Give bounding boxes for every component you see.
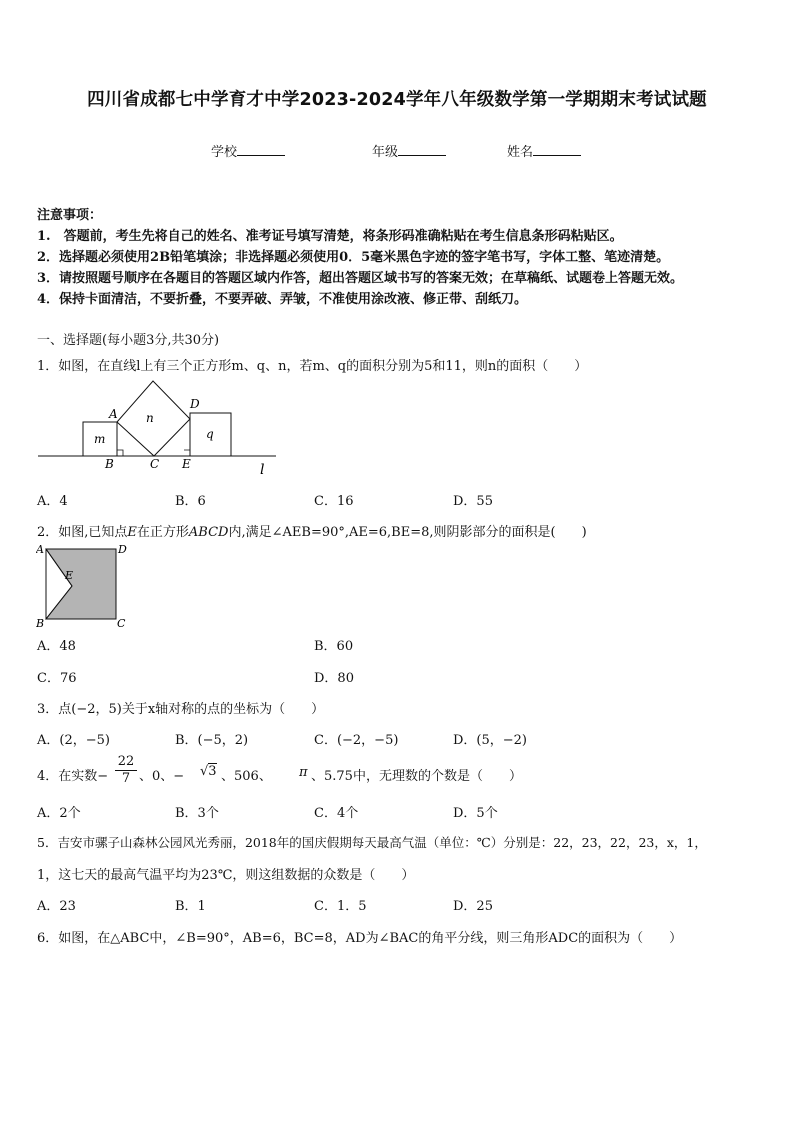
label-a: A (109, 407, 118, 421)
q2-option-b: B．60 (314, 639, 354, 654)
school-blank (237, 143, 285, 156)
section-heading: 一、选择题(每小题3分,共30分) (37, 333, 220, 348)
q4-stem-mid2: 、506、 (221, 769, 272, 784)
question-3-stem: 3．点(−2，5)关于x轴对称的点的坐标为（ ） (37, 702, 325, 717)
q4-stem-rest: 、5.75中，无理数的个数是（ ） (311, 769, 522, 784)
q1-option-d: D．55 (453, 494, 493, 509)
name-field (507, 141, 581, 160)
label-b: B (36, 617, 45, 630)
question-5-stem-line1: 5．吉安市骡子山森林公园风光秀丽，2018年的国庆假期每天最高气温（单位：℃）分别是：22，23，22，23，x，1， (37, 835, 707, 850)
q4-fraction (115, 754, 137, 787)
label-d: D (190, 397, 200, 411)
note-item: 2．选择题必须使用2B铅笔填涂；非选择题必须使用0．5毫米黑色字迹的签字笔书写，字体工整、笔迹清楚。 (37, 250, 670, 265)
q2-stem-mid: 在正方形 (136, 525, 189, 540)
name-blank (533, 143, 581, 156)
question-2-figure (36, 543, 136, 631)
label-b: B (105, 457, 114, 471)
label-q: q (206, 427, 214, 441)
q4-pi: π (299, 765, 308, 780)
q4-sqrt-value: 3 (208, 764, 217, 779)
q3-option-a: A．(2，−5) (37, 733, 110, 748)
right-angle-e (184, 450, 190, 456)
note-item: 3．请按照题号顺序在各题目的答题区域内作答，超出答题区域书写的答案无效；在草稿纸、试题卷上答题无效。 (37, 271, 684, 286)
label-m: m (94, 432, 106, 446)
q4-frac-numerator: 22 (115, 754, 137, 771)
question-5-stem-line2: 1，这七天的最高气温平均为23℃，则这组数据的众数是（ ） (37, 868, 415, 883)
q3-option-d: D．(5，−2) (453, 733, 528, 748)
q1-option-b: B．6 (175, 494, 206, 509)
note-item: 1. 答题前，考生先将自己的姓名、准考证号填写清楚，将条形码准确粘贴在考生信息条形码粘贴区。 (37, 229, 623, 244)
q5-option-c: C．1．5 (314, 899, 367, 914)
label-c: C (117, 617, 126, 630)
question-1-stem: 1．如图，在直线l上有三个正方形m、q、n，若m、q的面积分别为5和11，则n的面积（ ） (37, 359, 588, 374)
name-label: 姓名 (507, 145, 534, 160)
notes-heading: 注意事项： (37, 208, 103, 223)
q3-option-c: C．(−2，−5) (314, 733, 399, 748)
question-6-stem: 6．如图，在△ABC中，∠B=90°，AB=6，BC=8，AD为∠BAC的角平分线，则三角形ADC的面积为（ ） (37, 931, 683, 946)
label-d: D (118, 543, 127, 556)
q2-option-a: A．48 (37, 639, 76, 654)
q4-sqrt (200, 764, 217, 779)
sqrt-icon: √ (200, 764, 209, 779)
shaded-region (46, 549, 116, 619)
q1-option-c: C．16 (314, 494, 354, 509)
q2-option-c: C．76 (37, 671, 77, 686)
school-label: 学校 (211, 145, 238, 160)
q4-option-a: A．2个 (37, 806, 81, 821)
q4-option-c: C．4个 (314, 806, 359, 821)
note-item: 4．保持卡面清洁，不要折叠，不要弄破、弄皱，不准使用涂改液、修正带、刮纸刀。 (37, 292, 528, 307)
label-e: E (182, 457, 191, 471)
label-a: A (36, 543, 44, 556)
grade-field (372, 141, 446, 160)
label-n: n (146, 411, 154, 425)
q5-option-b: B．1 (175, 899, 206, 914)
label-e: E (65, 569, 74, 582)
label-l: l (260, 462, 265, 478)
grade-label: 年级 (372, 145, 399, 160)
q2-stem-rest: 内,满足∠AEB=90°,AE=6,BE=8,则阴影部分的面积是( ) (228, 525, 587, 540)
question-1-figure (36, 376, 286, 478)
q2-stem-prefix: 2．如图,已知点 (37, 525, 128, 540)
q4-frac-denominator: 7 (121, 771, 131, 786)
q4-stem-prefix: 4．在实数− (37, 769, 109, 784)
q2-stem-abcd: ABCD (188, 525, 229, 540)
question-2-stem (37, 521, 587, 540)
page-title: 四川省成都七中学育才中学2023-2024学年八年级数学第一学期期末考试试题 (87, 90, 707, 110)
school-field (211, 141, 285, 160)
grade-blank (398, 143, 446, 156)
q5-option-a: A．23 (37, 899, 76, 914)
q2-stem-e: E (127, 525, 137, 540)
right-angle-b (117, 450, 123, 456)
q3-option-b: B．(−5，2) (175, 733, 249, 748)
q4-option-b: B．3个 (175, 806, 219, 821)
q2-option-d: D．80 (314, 671, 354, 686)
q4-option-d: D．5个 (453, 806, 498, 821)
q4-stem-mid1: 、0、− (139, 769, 185, 784)
q5-option-d: D．25 (453, 899, 493, 914)
q1-option-a: A．4 (37, 494, 68, 509)
label-c: C (150, 457, 160, 471)
